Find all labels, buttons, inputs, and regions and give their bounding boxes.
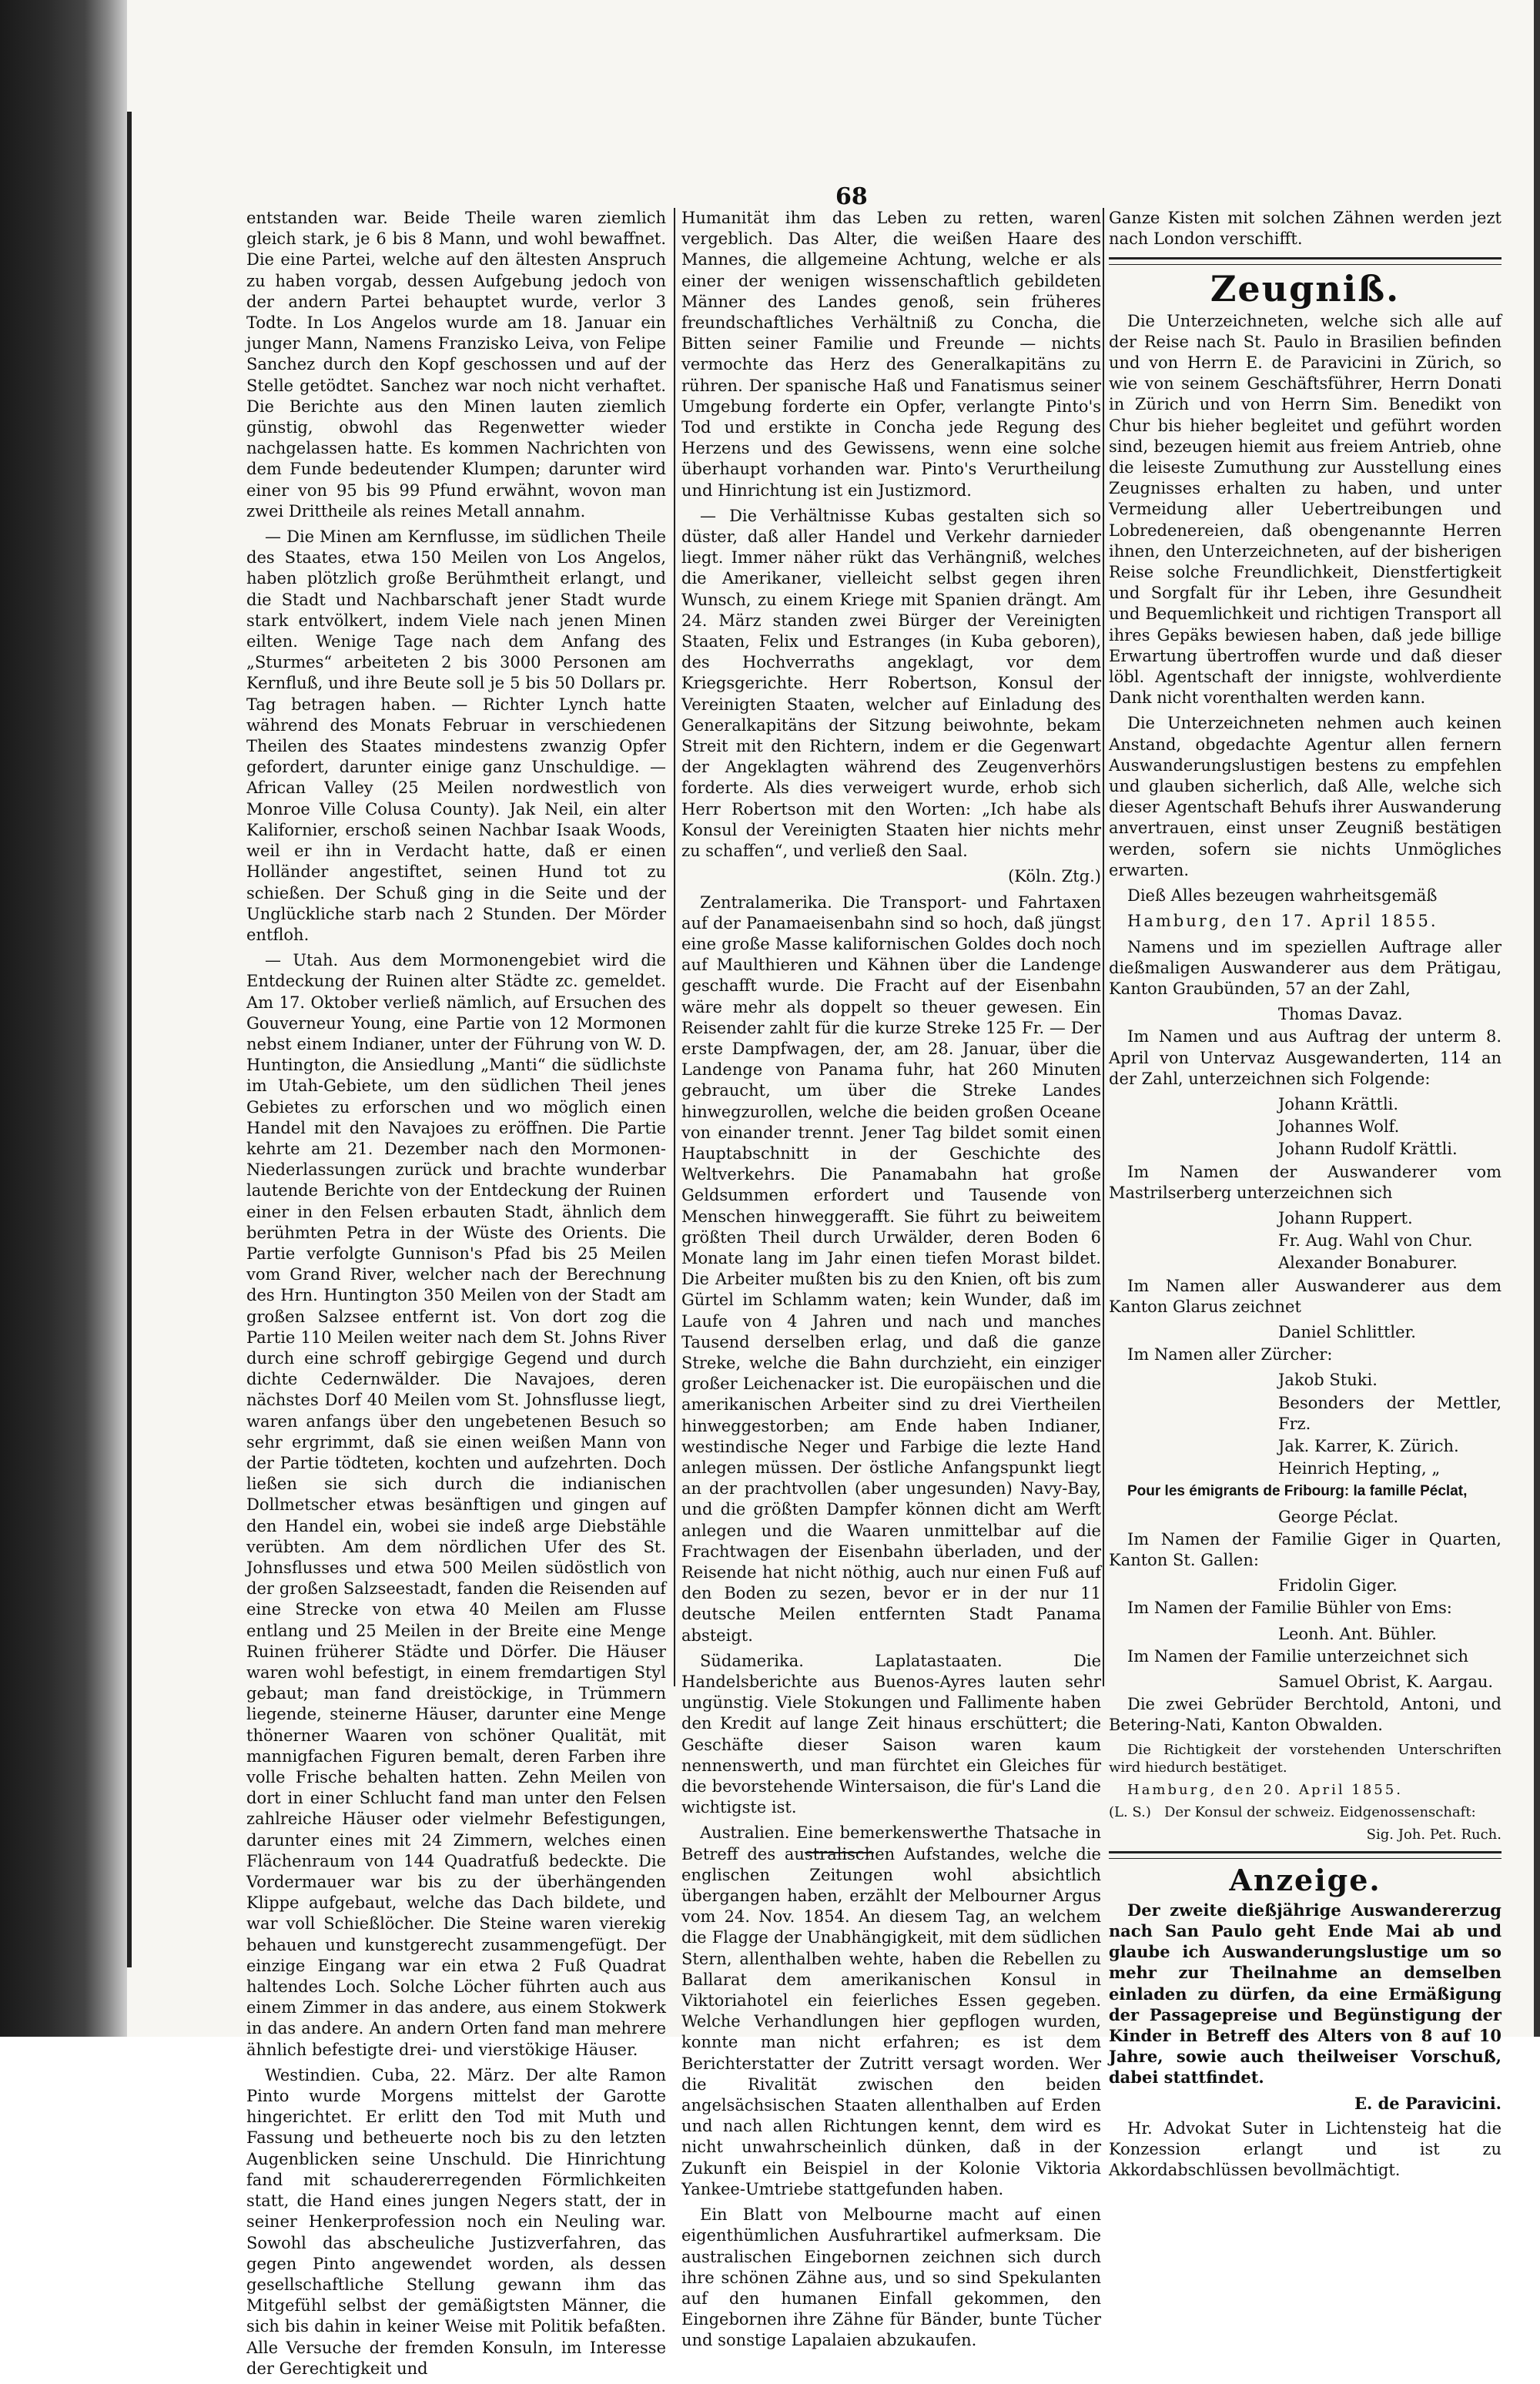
zeugniss-giger: Im Namen der Familie Giger in Quarten, Kanton St. Gallen: <box>1109 1529 1502 1569</box>
article-utah-text: — Utah. Aus dem Mormonengebiet wird die Entdeckung der Ruinen alter Städte zc. gemeldet. Am 17. Oktober verließ nämlich, auf Ersuchen des Gouverneur Young, eine Partie von 12 Mormonen nebst einem Indianer, unter der Führung von W. D. Huntington, die Ansiedlung „Manti“ die südlichste im Utah-Gebiete, um den südlichen Theil jenes Gebietes zu erforschen und wo möglich einen Handel mit den Navajoes zu eröffnen. Die Partie kehrte am 21. Dezember nach den Mormonen-Niederlassungen zurück und brachte wunderbar lautende Berichte von der Entdeckung der Ruinen einer in den Felsen erbauten Stadt, ähnlich dem berühmten Petra in der Wüste des Orients. Die Partie verfolgte Gunnison's Pfad bis 25 Meilen vom Grand River, welcher nach der Berechnung des Hrn. Huntington 350 Meilen von der Stadt am großen Salzsee entfernt ist. Von dort zog die Partie 110 Meilen weiter nach dem St. Johns River durch eine schroff gebirgige Gegend und durch dichte Cedernwälder. Die Navajoes, deren nächstes Dorf 40 Meilen vom St. Johnsflusse liegt, waren anfangs über den ungebetenen Besuch so sehr ergrimmt, daß sie einen weißen Mann von der Partie tödteten, kochten und aufzehrten. Doch ließen sie sich durch die indianischen Dollmetscher etwas besänftigen und gingen auf den Handel ein, wobei sie indeß arge Diebstähle verübten. Am dem nördlichen Ufer des St. Johnsflusses und etwa 500 Meilen südöstlich von der großen Salzseestadt, fanden die Reisenden auf eine Strecke von etwa 40 Meilen am Flusse entlang und 25 Meilen in der Breite eine Menge Ruinen früherer Städte und Dörfer. Die Häuser waren wohl befestigt, in einem fremdartigen Styl gebaut; man fand dreistöckige, in Trümmern liegende, steinerne Häuser, darunter eine Menge thönerner Waaren von schöner Qualität, mit mannigfachen Figuren bemalt, deren Farben ihre volle Frische behalten hatten. Zehn Meilen von dort in einer Schlucht fand man unter den Felsen zahlreiche Häuser oder vielmehr Befestigungen, darunter eines mit 24 Zimmern, welches einen Flächenraum von 144 Quadratfuß bedeckte. Die Vordermauer war bis zu der überhängenden Klippe aufgebaut, welche das Dach bildete, und war voll Schießlöcher. Die Steine waren vierekig behauen und kunstgerecht zusammengefügt. Der einzige Eingang war ein etwa 2 Fuß Quadrat haltendes Loch. Solche Löcher führten auch aus einem Zimmer in das andere, aus einem Stokwerk in das andere. An andern Orten fand man mehrere ähnlich befestigte drei- und vierstökige Häuser. <box>246 951 666 2059</box>
page-edge-right <box>1534 0 1540 2037</box>
consul-block <box>1109 1803 1502 1821</box>
article-zentralamerika-text: Zentralamerika. Die Transport- und Fahrtaxen auf der Panamaeisenbahn sind so hoch, daß jüngst eine große Masse kalifornischen Goldes doch noch auf Maulthieren und Kähnen über die Landenge geschafft wurde. Die Fracht auf der Eisenbahn wäre mehr als doppelt so theuer gewesen. Ein Reisender zahlt für die kurze Streke 125 Fr. — Der erste Dampfwagen, der, am 28. Januar, über die Landenge von Panama fuhr, hat 260 Minuten gebraucht, um über die Streke Landes hinwegzurollen, welche die beiden großen Oceane von einander trennt. Jener Tag bildet somit einen Hauptabschnitt in der Geschichte des Weltverkehrs. Die Panamabahn hat große Geldsummen erfordert und Tausende von Menschen hinweggerafft. Sie führt zu beiweitem größten Theil durch Urwälder, deren Boden 6 Monate lang im Jahr einen tiefen Morast bildet. Die Arbeiter mußten bis zu den Knien, oft bis zum Gürtel im Schlamm waten; kein Wunder, daß im Laufe von 4 Jahren und nach und manches Tausend derselben erlag, und daß die ganze Streke, welche die Bahn durchzieht, ein einziger großer Leichenacker ist. Die europäischen und die amerikanischen Arbeiter sind zu drei Viertheilen hinweggestorben; am Ende haben Indianer, westindische Neger und Farbige die lezte Hand anlegen müssen. Der östliche Anfangspunkt liegt an der prachtvollen (aber ungesunden) Navy-Bay, und die größten Dampfer können dicht am Werft anlegen und die Waaren unmittelbar auf die Frachtwagen der Eisenbahn überladen, und der Reisende hat nicht nöthig, auch nur einen Fuß auf den Boden zu sezen, bevor er in der nur 11 deutsche Meilen entfernten Stadt Panama absteigt. <box>681 892 1101 1645</box>
article-melbourne-text: Ein Blatt von Melbourne macht auf einen eigenthümlichen Ausfuhrartikel aufmerksam. Die australischen Eingebornen zeichnen sich durch ihre schönen Zähne aus, und so sind Spekulanten auf den humanen Einfall gekommen, den Eingebornen ihre Zähne für Bänder, bunte Tücher und sonstige Lapalaien abzukaufen. <box>681 2205 1101 2350</box>
signature: Samuel Obrist, K. Aargau. <box>1278 1672 1494 1691</box>
zeugniss-obrist: Im Namen der Familie unterzeichnet sich <box>1127 1646 1469 1666</box>
signature: Thomas Davaz. <box>1278 1005 1403 1024</box>
column-1 <box>246 208 666 2384</box>
article-westindien-text: Westindien. Cuba, 22. März. Der alte Ramon Pinto wurde Morgens mittelst der Garotte hingerichtet. Er erlitt den Tod mit Muth und Fassung und betheuerte noch bis zu den letzten Augenblicken seine Unschuld. Die Hinrichtung fand mit schaudererregenden Förmlichkeiten statt, die Hand eines jungen Negers statt, der in seiner Henkerprofession noch ein Neuling war. Sowohl das abscheuliche Justizverfahren, das gegen Pinto angewendet worden, als dessen gesellschaftliche Stellung gewann ihm das Mitgefühl selbst der gemäßigtsten Männer, die sich bis dahin in keiner Weise mit Politik befaßten. Alle Versuche der fremden Konsuln, im Interesse der Gerechtigkeit und <box>246 2065 666 2378</box>
consul-title: Der Konsul der schweiz. Eidgenossenschaft: <box>1164 1803 1476 1820</box>
signature: Fr. Aug. Wahl von Chur. <box>1278 1231 1473 1251</box>
anzeige-text: Der zweite dießjährige Auswandererzug nach San Paulo geht Ende Mai ab und glaube ich Auswanderungslustige um so mehr zur Theilnahme an demselben einladen zu dürfen, da eine Ermäßigung der Passagepreise und Begünstigung der Kinder in Betreff des Alters von 8 auf 10 Jahre, sowie auch theilweiser Vorschuß, dabei stattfindet. <box>1109 1900 1502 2088</box>
article-kisten-text: Ganze Kisten mit solchen Zähnen werden jezt nach London verschifft. <box>1109 209 1502 249</box>
zeugniss-paragraph-2: Die Unterzeichneten nehmen auch keinen Anstand, obgedachte Agentur allen fernern Auswanderungslustigen bestens zu empfehlen und glauben sicherlich, daß Alle, welche sich dieser Agentschaft Behufs ihrer Auswanderung anvertrauen, einst unser Zeugniß bestätigen werden, sofern sie nichts Unmögliches erwarten. <box>1109 714 1502 879</box>
article-kalifornien-text: entstanden war. Beide Theile waren ziemlich gleich stark, je 6 bis 8 Mann, und wohl bewaffnet. Die eine Partei, welche auf den ältesten Anspruch zu haben vorgab, dessen Aufgebung jedoch von der andern Partei behauptet wurde, verlor 3 Todte. In Los Angelos wurde am 18. Januar ein junger Mann, Namens Franzisko Leiva, von Felipe Sanchez durch den Kopf geschossen und auf der Stelle getödtet. Sanchez war noch nicht verhaftet. Die Berichte aus den Minen lauten ziemlich günstig, obwohl das Regenwetter wieder nachgelassen hatte. Es kommen Nachrichten von dem Funde bedeutender Klumpen; darunter wird einer von 95 bis 99 Pfund erwähnt, wovon man zwei Drittheile als reines Metall annahm. <box>246 209 666 521</box>
zeugniss-mastrilserberg: Im Namen der Auswanderer vom Mastrilserberg unterzeichnen sich <box>1109 1162 1502 1202</box>
signature: Heinrich Hepting, „ <box>1278 1459 1441 1478</box>
zeugniss-paragraph-1: Die Unterzeichneten, welche sich alle auf der Reise nach St. Paulo in Brasilien befinden und von Herrn E. de Paravicini in Zürich, so wie von seinem Geschäftsführer, Herrn Donati in Zürich und von Herrn Sim. Benedikt von Chur bis hieher begleitet und geführt worden sind, bezeugen hiemit aus freiem Antrieb, ohne die leiseste Zumuthung zur Ausstellung eines Zeugnisses erhalten zu haben, und unter Vermeidung aller Uebertreibungen und Lobredenereien, daß obengenannte Herren ihnen, den Unterzeichneten, auf der bisherigen Reise solche Freundlichkeit, Dienstfertigkeit und Sorgfalt für ihr Leben, ihre Gesundheit und Bequemlichkeit und richtigen Transport all ihres Gepäks bewiesen haben, daß jede billige Erwartung übertroffen wurde und daß dieser löbl. Agentschaft der innigste, wohlverdiente Dank nicht vorenthalten werden kann. <box>1109 311 1502 708</box>
zeugniss-berchtold: Die zwei Gebrüder Berchtold, Antoni, und Betering-Nati, Kanton Obwalden. <box>1109 1695 1502 1735</box>
consul-signature: Sig. Joh. Pet. Ruch. <box>1366 1826 1502 1843</box>
article-suedamerika-text: Südamerika. Laplatastaaten. Die Handelsberichte aus Buenos-Ayres lauten sehr ungünstig. Viele Stokungen und Fallimente haben den Kredit auf lange Zeit hinaus erschüttert; die Geschäfte dieser Saison waren kaum nennenswerth, und man fürchtet ein Gleiches für die bevorstehende Wintersaison, die für's Land die wichtigste ist. <box>681 1651 1101 1817</box>
anzeige-heading: Anzeige. <box>1229 1862 1381 1897</box>
seal-mark: (L. S.) <box>1109 1803 1151 1820</box>
source-koeln-zeitung: (Köln. Ztg.) <box>1008 867 1101 886</box>
article-kuba-verhaeltnisse-text: — Die Verhältnisse Kubas gestalten sich so düster, daß aller Handel und Verkehr darnieder liegt. Immer näher rükt das Verhängniß, welches die Amerikaner, vielleicht selbst gegen ihren Wunsch, zu einem Kriege mit Spanien drängt. Am 24. März standen zwei Bürger der Vereinigten Staaten, Felix und Estranges (in Kuba geboren), des Hochverraths angeklagt, vor dem Kriegsgerichte. Herr Robertson, Konsul der Vereinigten Staaten, welcher auf Einladung des Generalkapitäns der Sitzung beiwohnte, bekam Streit mit den Richtern, indem er die Gegenwart der Angeklagten während des Zeugenverhörs forderte. Als dies verweigert wurde, erhob sich Herr Robertson mit den Worten: „Ich habe als Konsul der Vereinigten Staaten hier nichts mehr zu schaffen“, und verließ den Saal. <box>681 506 1101 861</box>
signature: Johann Ruppert. <box>1278 1208 1413 1227</box>
signature: Jakob Stuki. <box>1278 1371 1378 1390</box>
signature: George Péclat. <box>1278 1507 1399 1526</box>
anzeige-signature: E. de Paravicini. <box>1354 2093 1502 2113</box>
zeugniss-richtigkeit: Die Richtigkeit der vorstehenden Unterschriften wird hiedurch bestätiget. <box>1109 1741 1502 1776</box>
signature: Jak. Karrer, K. Zürich. <box>1278 1436 1459 1455</box>
zeugniss-attest: Dieß Alles bezeugen wahrheitsgemäß <box>1127 886 1438 906</box>
signature: Fridolin Giger. <box>1278 1576 1398 1595</box>
section-separator <box>1109 1851 1502 1859</box>
page-number: 68 <box>835 183 868 210</box>
column-2 <box>681 208 1101 2356</box>
zeugniss-praetigau: Namens und im speziellen Auftrage aller dießmaligen Auswanderer aus dem Prätigau, Kanton Graubünden, 57 an der Zahl, <box>1109 937 1502 998</box>
signature: Johann Krättli. <box>1278 1094 1399 1113</box>
signature: Alexander Bonaburer. <box>1278 1254 1458 1273</box>
article-australien-text: Australien. Eine bemerkenswerthe Thatsache in Betreff des australischen Aufstandes, welche die englischen Zeitungen wohl absichtlich übergangen haben, erzählt der Melbourner Argus vom 24. Nov. 1854. An diesem Tag, an welchem die Flagge der Unabhängigkeit, mit dem südlichen Stern, allenthalben wehte, haben die Rebellen zu Ballarat dem amerikanischen Konsul in Viktoriahotel ein feierliches Essen gegeben. Welche Verhandlungen hier gepflogen wurden, konnte man nicht erfahren; es ist dem Berichterstatter der Zutritt versagt worden. Wer die Rivalität zwischen den beiden angelsächsischen Staaten allenthalben auf Erden und nach allen Richtungen kennt, dem wird es nicht unwahrscheinlich dünken, daß in der Zukunft ein Beispiel in der Kolonie Viktoria Yankee-Umtriebe stattgefunden haben. <box>681 1823 1101 2198</box>
book-binding <box>0 0 127 2037</box>
zeugniss-glarus: Im Namen aller Auswanderer aus dem Kanton Glarus zeichnet <box>1109 1276 1502 1316</box>
zeugniss-zuercher: Im Namen aller Zürcher: <box>1127 1345 1333 1364</box>
signature: Johannes Wolf. <box>1278 1117 1400 1137</box>
page-edge-left <box>127 112 132 1967</box>
zeugniss-hamburg-date: Hamburg, den 20. April 1855. <box>1127 1781 1403 1798</box>
signature: Johann Rudolf Krättli. <box>1278 1140 1458 1159</box>
zeugniss-fribourg: Pour les émigrants de Fribourg: la famille Péclat, <box>1127 1483 1468 1500</box>
section-separator <box>1109 257 1502 265</box>
column-rule-1 <box>674 208 675 1686</box>
zeugniss-untervaz: Im Namen und aus Auftrag der unterm 8. April von Untervaz Ausgewanderten, 114 an der Zahl, unterzeichnen sich Folgende: <box>1109 1027 1502 1088</box>
zeugniss-place-date: Hamburg, den 17. April 1855. <box>1127 912 1438 931</box>
column-rule-2 <box>1103 208 1104 1686</box>
column-3 <box>1109 208 1502 2185</box>
signature: Daniel Schlittler. <box>1278 1322 1416 1341</box>
signature: Leonh. Ant. Bühler. <box>1278 1624 1437 1643</box>
zeugniss-buehler: Im Namen der Familie Bühler von Ems: <box>1127 1599 1452 1618</box>
zeugniss-heading: Zeugniß. <box>1210 268 1401 310</box>
anzeige-suter-text: Hr. Advokat Suter in Lichtensteig hat die Konzession erlangt und ist zu Akkordabschlüssen bevollmächtigt. <box>1109 2118 1502 2180</box>
article-kuba-continued-text: Humanität ihm das Leben zu retten, waren vergeblich. Das Alter, die weißen Haare des Mannes, die allgemeine Achtung, welche er als einer der wenigen wissenschaftlich gebildeten Männer des Landes genoß, sein früheres freundschaftliches Verhältniß zu Concha, die Bitten seiner Familie und Freunde — nichts vermochte das Herz des Generalkapitäns zu rühren. Der spanische Haß und Fanatismus seiner Umgebung forderte ein Opfer, verlangte Pinto's Tod und erstikte in Concha jede Regung des Herzens und des Gewissens, wenn eine solche überhaupt vorhanden war. Pinto's Verurtheilung und Hinrichtung ist ein Justizmord. <box>681 209 1101 500</box>
signature: Besonders der Mettler, Frz. <box>1278 1393 1502 1433</box>
article-minen-text: — Die Minen am Kernflusse, im südlichen Theile des Staates, etwa 150 Meilen von Los Angelos, haben plötzlich große Berühmtheit erlangt, und die Stadt und Nachbarschaft jener Stadt wurde stark entvölkert, indem Viele nach jenen Minen eilten. Wenige Tage nach dem Anfang des „Sturmes“ arbeiteten 2 bis 3000 Personen am Kernfluß, und ihre Beute soll je 5 bis 50 Dollars pr. Tag betragen haben. — Richter Lynch hatte während des Monats Februar in verschiedenen Theilen des Staates mindestens zwanzig Opfer gefordert, darunter einige ganz Unschuldige. — African Valley (25 Meilen nordwestlich von Monroe Ville Colusa County). Jak Neil, ein alter Kalifornier, erschoß seinen Nachbar Isaak Woods, weil er ihn in Verdacht hatte, daß er einen Holländer angestiftet, seinen Hund tot zu schießen. Der Schuß ging in die Seite und der Unglückliche starb nach 2 Stunden. Der Mörder entfloh. <box>246 527 666 944</box>
